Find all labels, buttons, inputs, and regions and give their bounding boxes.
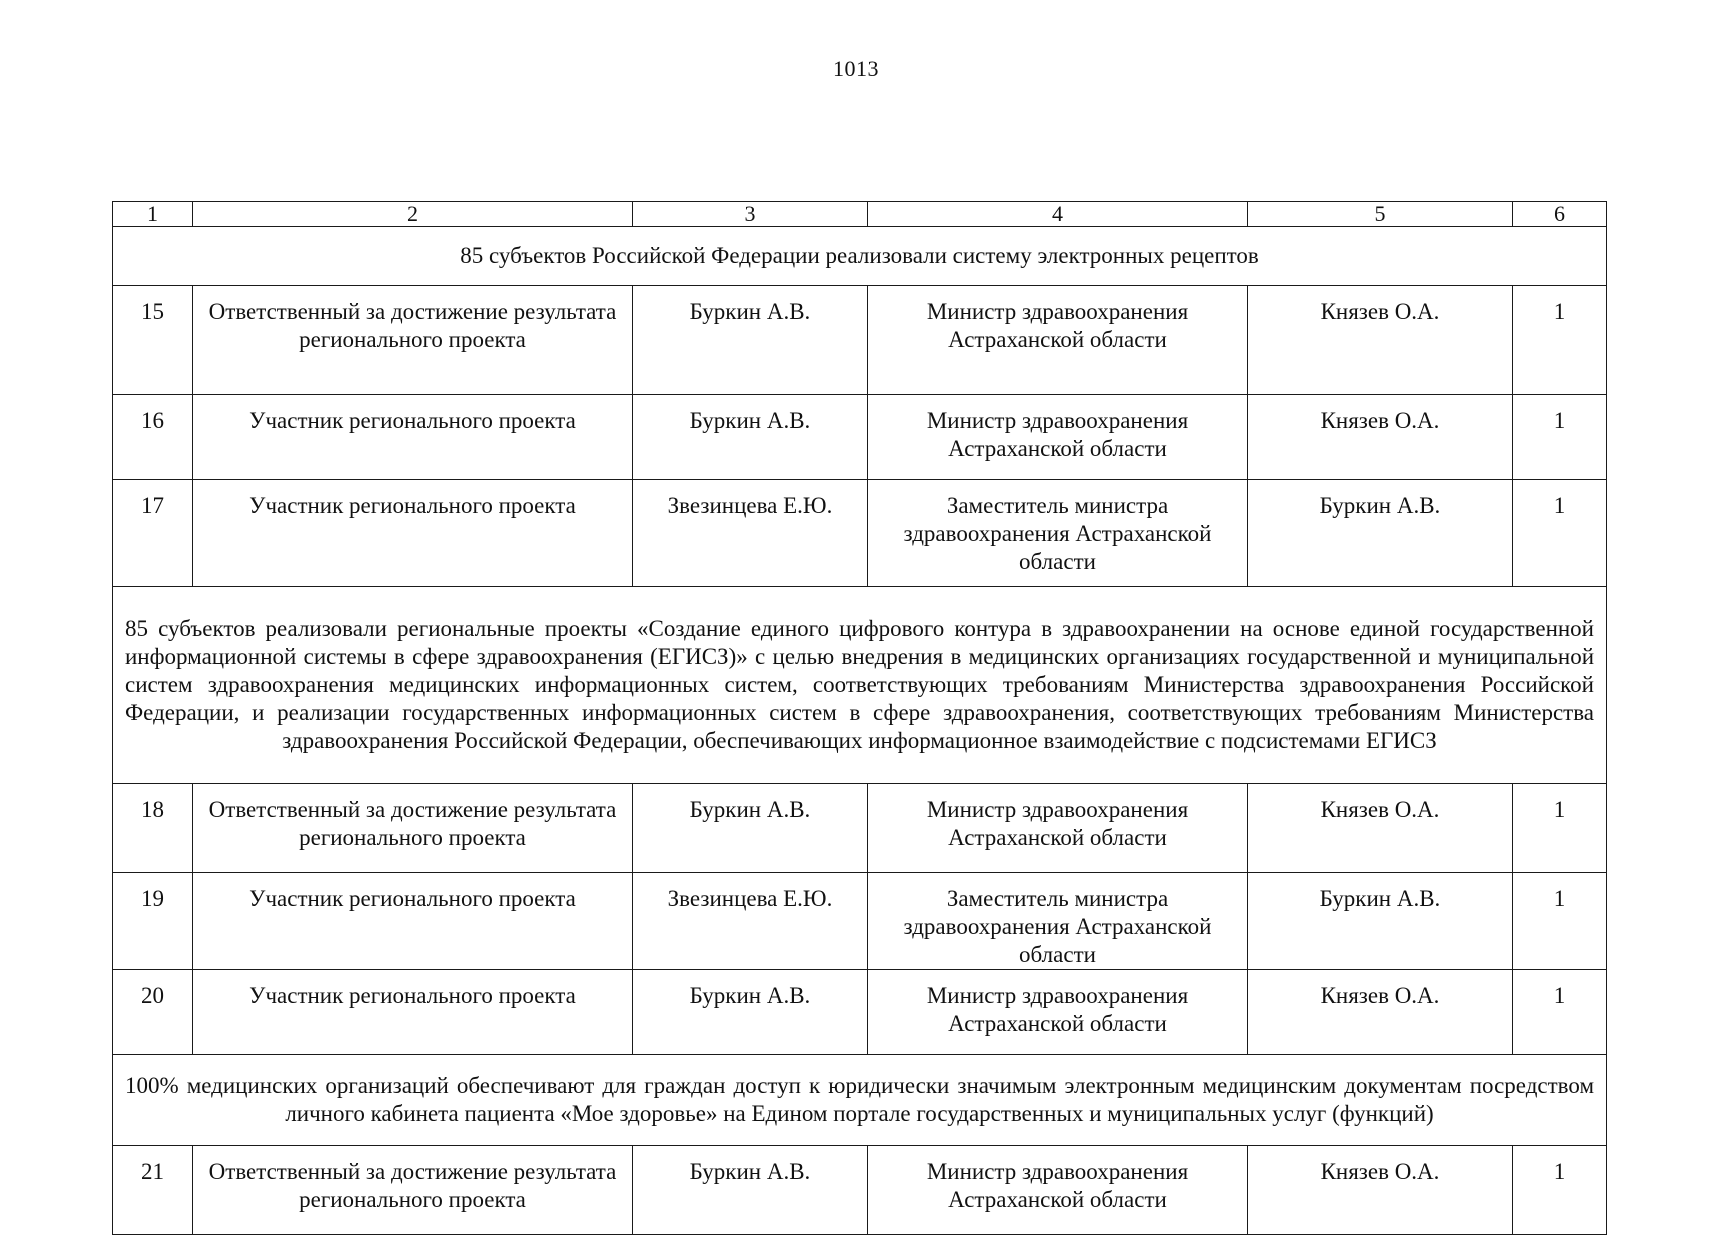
position-cell: Министр здравоохранения Астраханской области [868, 784, 1248, 873]
position-cell: Министр здравоохранения Астраханской области [868, 286, 1248, 395]
supervisor-cell: Князев О.А. [1248, 395, 1513, 480]
share-cell: 1 [1513, 784, 1607, 873]
share-cell: 1 [1513, 1146, 1607, 1235]
section-title: 85 субъектов реализовали региональные проекты «Создание единого цифрового контура в здравоохранении на основе единой государственной информационной системы в сфере здравоохранения (ЕГИСЗ)» с целью внедрения в медицинских организациях государственной и муниципальной систем здравоохранения медицинских информационных систем, соответствующих требованиям Министерства здравоохранения Российской Федерации, и реализации государственных информационных систем в сфере здравоохранения, соответствующих требованиям Министерства здравоохранения Российской Федерации, обеспечивающих информационное взаимодействие с подсистемами ЕГИСЗ [113, 587, 1607, 784]
supervisor-cell: Буркин А.В. [1248, 873, 1513, 970]
share-cell: 1 [1513, 970, 1607, 1055]
person-cell: Звезинцева Е.Ю. [633, 480, 868, 587]
header-cell-1: 1 [113, 202, 193, 227]
position-cell: Заместитель министра здравоохранения Астраханской области [868, 873, 1248, 970]
page-number: 1013 [833, 56, 879, 81]
role-cell: Ответственный за достижение результата регионального проекта [193, 784, 633, 873]
table-row [113, 480, 1607, 587]
section-title: 85 субъектов Российской Федерации реализовали систему электронных рецептов [113, 227, 1607, 286]
share-cell: 1 [1513, 286, 1607, 395]
table-row [113, 970, 1607, 1055]
header-cell-5: 5 [1248, 202, 1513, 227]
row-number: 16 [113, 395, 193, 480]
header-cell-3: 3 [633, 202, 868, 227]
table-row [113, 395, 1607, 480]
person-cell: Буркин А.В. [633, 395, 868, 480]
person-cell: Буркин А.В. [633, 286, 868, 395]
section-row [113, 227, 1607, 286]
role-cell: Участник регионального проекта [193, 395, 633, 480]
share-cell: 1 [1513, 873, 1607, 970]
table-row [113, 784, 1607, 873]
supervisor-cell: Князев О.А. [1248, 1146, 1513, 1235]
role-cell: Участник регионального проекта [193, 480, 633, 587]
header-cell-4: 4 [868, 202, 1248, 227]
share-cell: 1 [1513, 480, 1607, 587]
share-cell: 1 [1513, 395, 1607, 480]
table-row [113, 1146, 1607, 1235]
section-title: 100% медицинских организаций обеспечивают для граждан доступ к юридически значимым электронным медицинским документам посредством личного кабинета пациента «Мое здоровье» на Едином портале государственных и муниципальных услуг (функций) [113, 1055, 1607, 1146]
role-cell: Ответственный за достижение результата регионального проекта [193, 1146, 633, 1235]
table-row [113, 286, 1607, 395]
person-cell: Буркин А.В. [633, 1146, 868, 1235]
header-cell-6: 6 [1513, 202, 1607, 227]
header-cell-2: 2 [193, 202, 633, 227]
role-cell: Ответственный за достижение результата регионального проекта [193, 286, 633, 395]
supervisor-cell: Буркин А.В. [1248, 480, 1513, 587]
table-row [113, 873, 1607, 970]
responsibility-table [112, 201, 1607, 1235]
supervisor-cell: Князев О.А. [1248, 784, 1513, 873]
position-cell: Заместитель министра здравоохранения Астраханской области [868, 480, 1248, 587]
person-cell: Буркин А.В. [633, 784, 868, 873]
row-number: 19 [113, 873, 193, 970]
section-row [113, 1055, 1607, 1146]
section-row [113, 587, 1607, 784]
header-row [113, 202, 1607, 227]
row-number: 21 [113, 1146, 193, 1235]
role-cell: Участник регионального проекта [193, 970, 633, 1055]
row-number: 20 [113, 970, 193, 1055]
row-number: 15 [113, 286, 193, 395]
position-cell: Министр здравоохранения Астраханской области [868, 1146, 1248, 1235]
position-cell: Министр здравоохранения Астраханской области [868, 970, 1248, 1055]
supervisor-cell: Князев О.А. [1248, 970, 1513, 1055]
person-cell: Буркин А.В. [633, 970, 868, 1055]
supervisor-cell: Князев О.А. [1248, 286, 1513, 395]
row-number: 18 [113, 784, 193, 873]
person-cell: Звезинцева Е.Ю. [633, 873, 868, 970]
position-cell: Министр здравоохранения Астраханской области [868, 395, 1248, 480]
row-number: 17 [113, 480, 193, 587]
role-cell: Участник регионального проекта [193, 873, 633, 970]
